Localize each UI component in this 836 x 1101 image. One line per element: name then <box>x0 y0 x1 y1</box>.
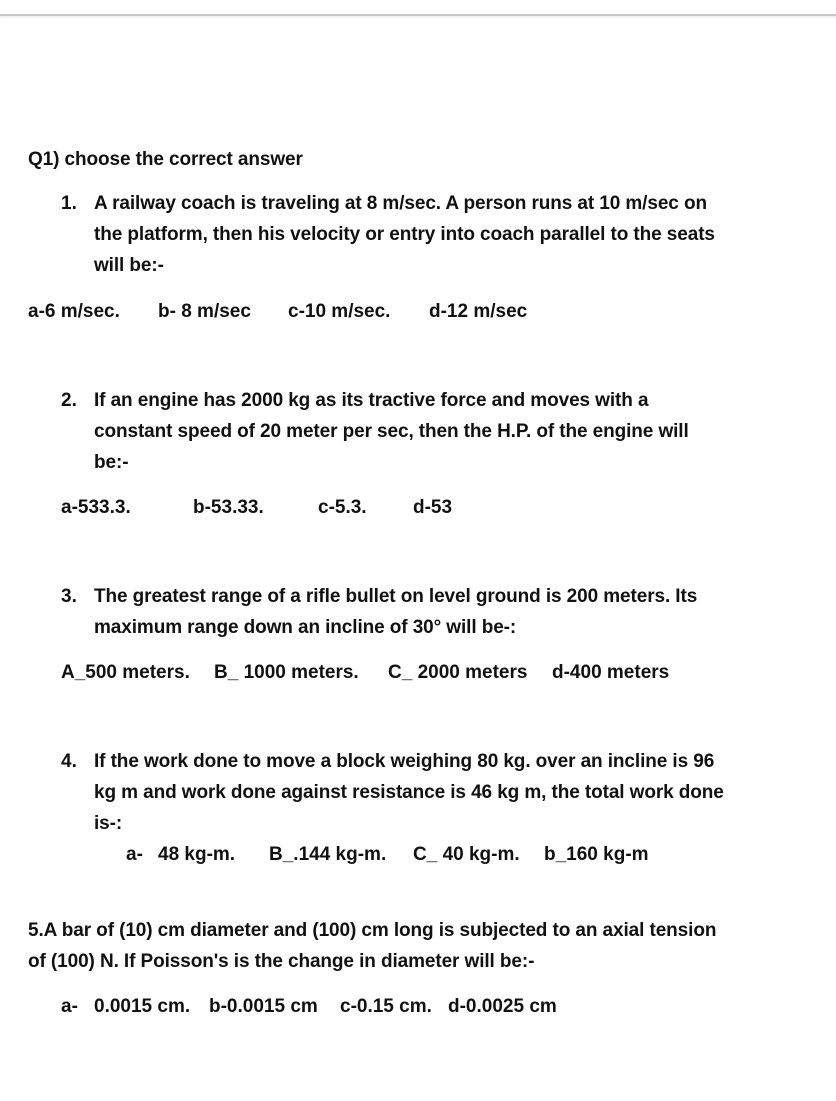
question-4-option-a-label: a- <box>126 844 143 865</box>
question-4-option-c: C_ 40 kg-m. <box>413 844 520 865</box>
question-3-number: 3. <box>61 586 77 607</box>
question-4-option-a-value: 48 kg-m. <box>158 844 236 865</box>
question-2-option-a: a-533.3. <box>61 497 131 518</box>
question-1-line-2: the platform, then his velocity or entry into coach parallel to the seats <box>94 224 715 245</box>
question-5-option-d: d-0.0025 cm <box>448 996 557 1017</box>
question-2-number: 2. <box>61 390 77 411</box>
question-5-line-1: 5.A bar of (10) cm diameter and (100) cm long is subjected to an axial tension <box>28 920 717 941</box>
question-2-line-2: constant speed of 20 meter per sec, then the H.P. of the engine will <box>94 421 689 442</box>
page-top-edge <box>0 0 836 16</box>
question-4-number: 4. <box>61 751 77 772</box>
question-5-line-2: of (100) N. If Poisson's is the change in diameter will be:- <box>28 951 535 972</box>
question-5-option-c: c-0.15 cm. <box>340 996 432 1017</box>
question-5-option-b: b-0.0015 cm <box>209 996 318 1017</box>
question-1-number: 1. <box>61 193 77 214</box>
section-heading: Q1) choose the correct answer <box>28 149 303 170</box>
question-1-option-b: b- 8 m/sec <box>158 301 251 322</box>
question-1-line-1: A railway coach is traveling at 8 m/sec. A person runs at 10 m/sec on <box>94 193 707 214</box>
question-1-option-c: c-10 m/sec. <box>288 301 391 322</box>
question-1-option-d: d-12 m/sec <box>429 301 528 322</box>
question-3-option-a: A_500 meters. <box>61 662 190 683</box>
question-3-option-c: C_ 2000 meters <box>388 662 528 683</box>
question-3-option-b: B_ 1000 meters. <box>214 662 359 683</box>
question-4-option-b: B_.144 kg-m. <box>269 844 387 865</box>
question-1-option-a: a-6 m/sec. <box>28 301 120 322</box>
question-1-line-3: will be:- <box>94 255 164 276</box>
question-4-option-d: b_160 kg-m <box>544 844 649 865</box>
question-4-line-3: is-: <box>94 813 123 834</box>
question-3-option-d: d-400 meters <box>552 662 670 683</box>
question-2-line-1: If an engine has 2000 kg as its tractive force and moves with a <box>94 390 649 411</box>
question-2-option-c: c-5.3. <box>318 497 367 518</box>
question-3-line-2: maximum range down an incline of 30° will be-: <box>94 617 517 638</box>
question-2-option-b: b-53.33. <box>193 497 264 518</box>
question-4-line-2: kg m and work done against resistance is 46 kg m, the total work done <box>94 782 724 803</box>
question-3-line-1: The greatest range of a rifle bullet on level ground is 200 meters. Its <box>94 586 698 607</box>
question-5-option-a-label: a- <box>61 996 78 1017</box>
question-5-option-a-value: 0.0015 cm. <box>94 996 191 1017</box>
question-2-option-d: d-53 <box>413 497 453 518</box>
question-4-line-1: If the work done to move a block weighing 80 kg. over an incline is 96 <box>94 751 715 772</box>
question-2-line-3: be:- <box>94 452 129 473</box>
